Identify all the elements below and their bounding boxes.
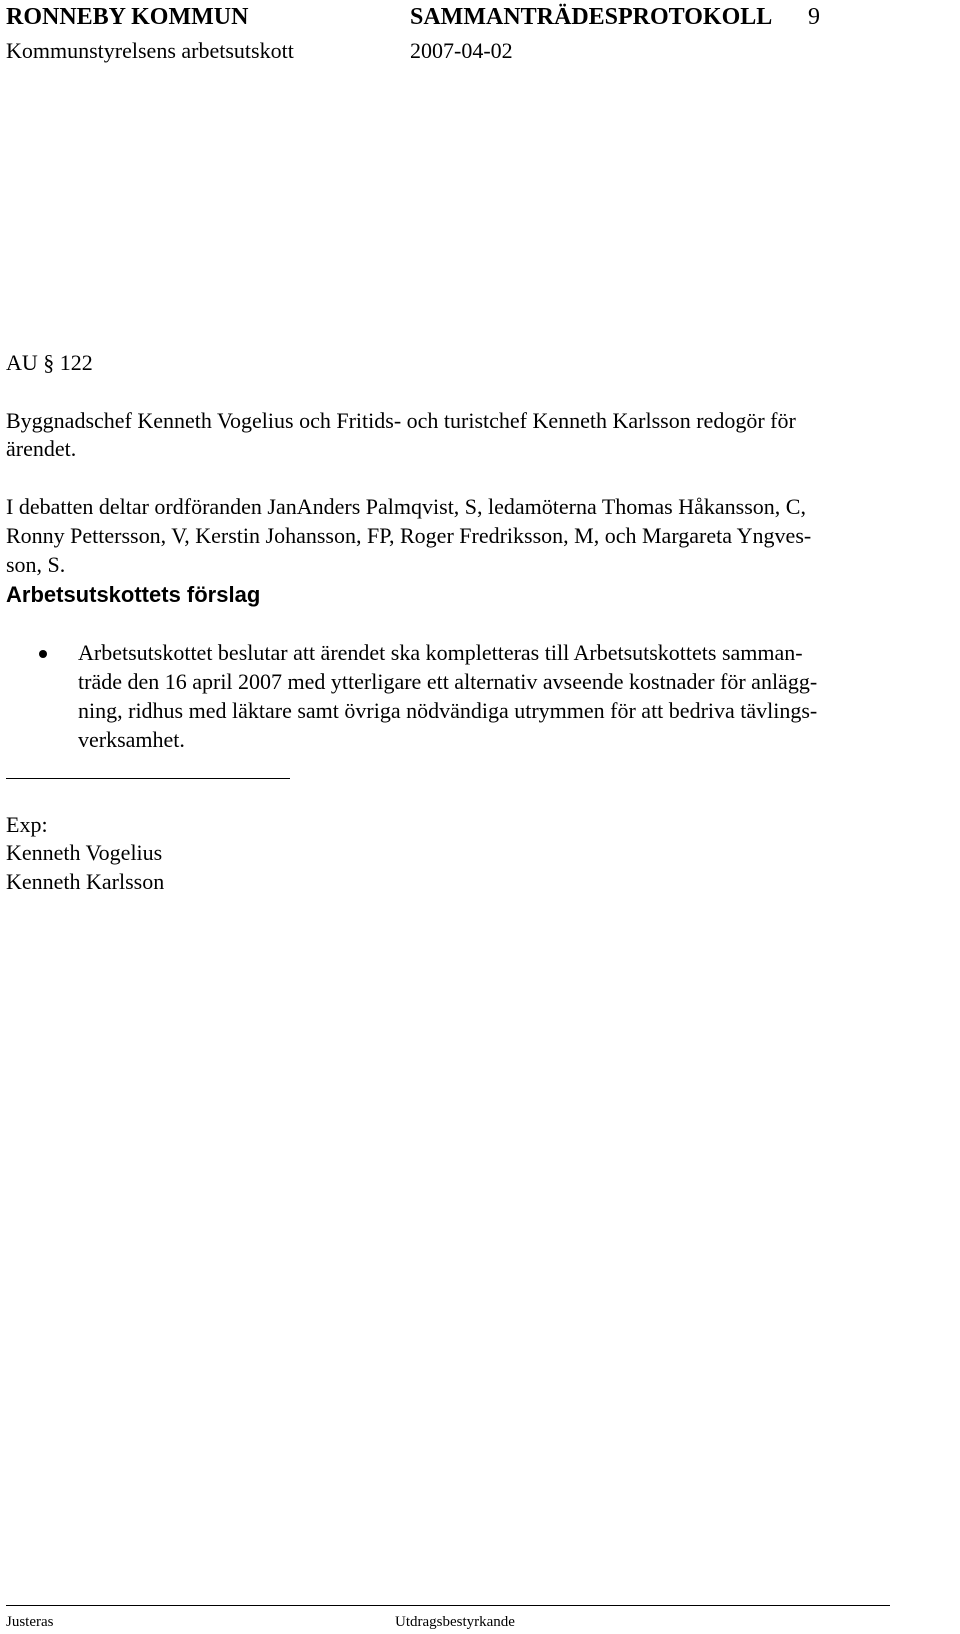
debate-line: I debatten deltar ordföranden JanAnders Palmqvist, S, ledamöterna Thomas Håkansson, C, xyxy=(6,494,806,519)
proposal-heading: Arbetsutskottets förslag xyxy=(6,582,261,607)
intro-line: ärendet. xyxy=(6,436,77,461)
proposal-line: träde den 16 april 2007 med ytterligare ett alternativ avseende kostnader för anlägg- xyxy=(78,669,818,694)
page-number: 9 xyxy=(808,4,820,30)
document-type: SAMMANTRÄDESPROTOKOLL xyxy=(410,4,773,30)
distribution-label: Exp: xyxy=(6,812,48,837)
footer-rule xyxy=(6,1605,890,1606)
footer-justeras: Justeras xyxy=(6,1614,54,1630)
debate-line: son, S. xyxy=(6,552,66,577)
bullet-icon xyxy=(39,650,47,658)
debate-line: Ronny Pettersson, V, Kerstin Johansson, FP, Roger Fredriksson, M, och Margareta Yngves- xyxy=(6,523,812,548)
footer-utdragsbestyrkande: Utdragsbestyrkande xyxy=(395,1614,515,1630)
committee-name: Kommunstyrelsens arbetsutskott xyxy=(6,38,294,63)
meeting-date: 2007-04-02 xyxy=(410,38,513,63)
proposal-line: Arbetsutskottet beslutar att ärendet ska kompletteras till Arbetsutskottets samman- xyxy=(78,640,803,665)
section-id: AU § 122 xyxy=(6,350,93,375)
proposal-line: ning, ridhus med läktare samt övriga nödvändiga utrymmen för att bedriva tävlings- xyxy=(78,698,818,723)
intro-line: Byggnadschef Kenneth Vogelius och Fritids- och turistchef Kenneth Karlsson redogör för xyxy=(6,408,796,433)
distribution-recipient: Kenneth Vogelius xyxy=(6,840,163,865)
distribution-recipient: Kenneth Karlsson xyxy=(6,869,165,894)
proposal-line: verksamhet. xyxy=(78,727,185,752)
separator-rule xyxy=(6,778,290,779)
organization-name: RONNEBY KOMMUN xyxy=(6,4,249,30)
